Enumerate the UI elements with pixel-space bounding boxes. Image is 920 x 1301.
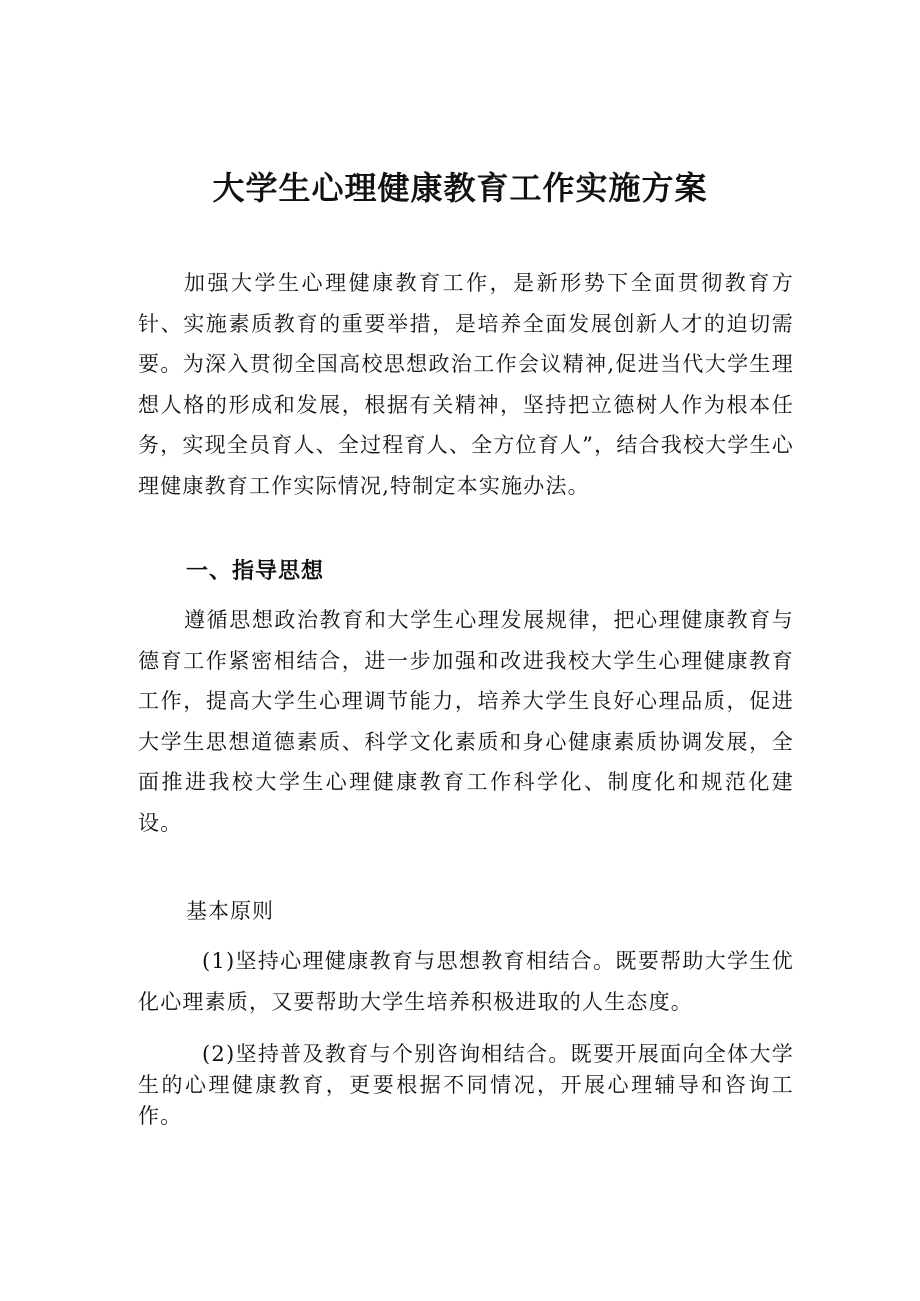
document-title: 大学生心理健康教育工作实施方案 [212,169,708,207]
intro-paragraph: 加强大学生心理健康教育工作，是新形势下全面贯彻教育方针、实施素质教育的重要举措，是培养全面发展创新人才的迫切需要。为深入贯彻全国高校思想政治工作会议精神,促进当代大学生理想人格的形成和发展，根据有关精神，坚持把立德树人作为根本任务，实现全员育人、全过程育人、全方位育人”，结合我校大学生心理健康教育工作实际情况,特制定本实施办法。 [138,271,794,498]
principle-item-2: (2)坚持普及教育与个别咨询相结合。既要开展面向全体大学生的心理健康教育，更要根据不同情况，开展心理辅导和咨询工作。 [138,1042,794,1128]
principle-item-1: (1)坚持心理健康教育与思想教育相结合。既要帮助大学生优化心理素质，又要帮助大学生培养积极进取的人生态度。 [138,949,794,1014]
principles-heading: 基本原则 [186,899,274,923]
section-heading-guiding-thought: 一、指导思想 [186,559,325,584]
guiding-thought-paragraph: 遵循思想政治教育和大学生心理发展规律，把心理健康教育与德育工作紧密相结合，进一步加强和改进我校大学生心理健康教育工作，提高大学生心理调节能力，培养大学生良好心理品质，促进大学生思想道德素质、科学文化素质和身心健康素质协调发展，全面推进我校大学生心理健康教育工作科学化、制度化和规范化建设。 [138,608,794,835]
